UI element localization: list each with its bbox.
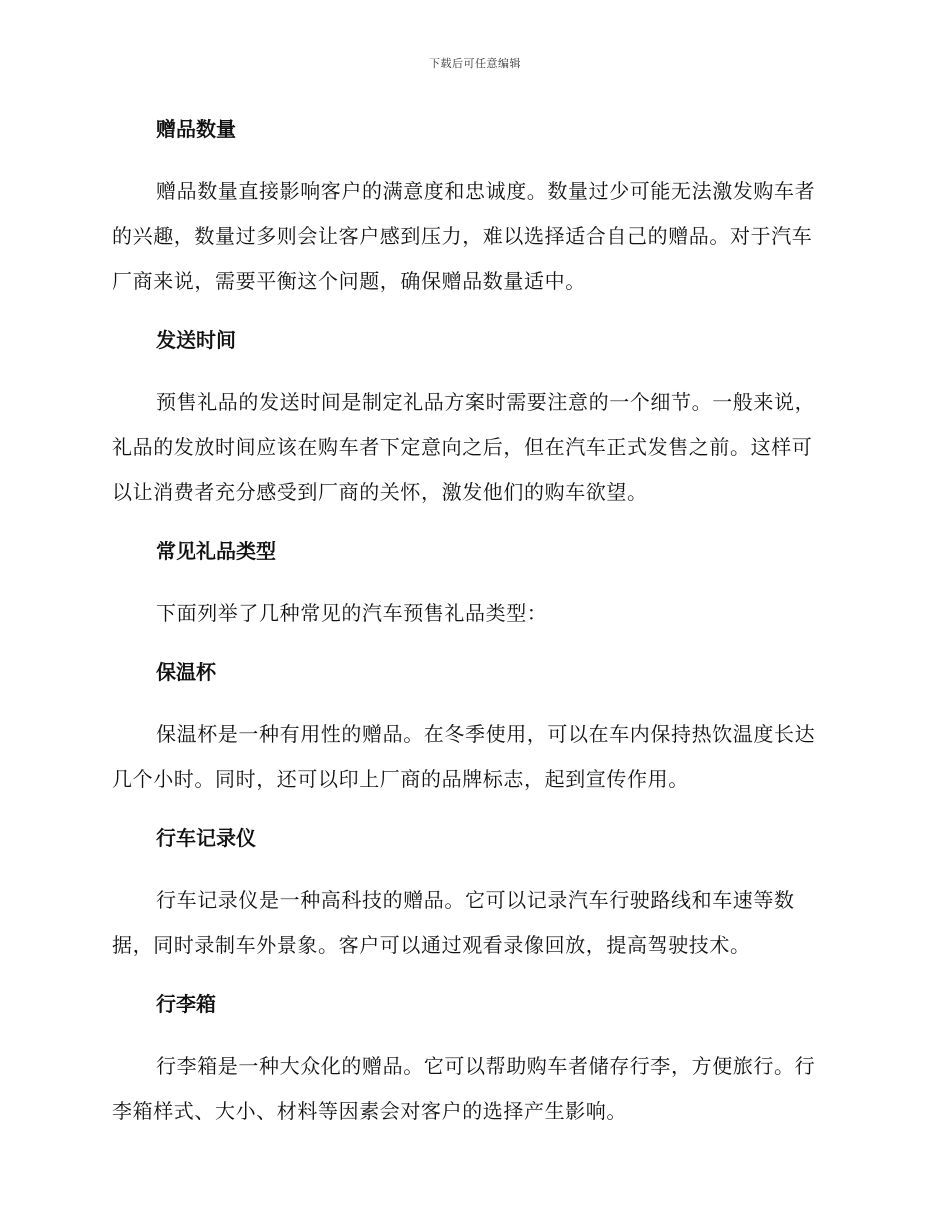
section-paragraph: 赠品数量直接影响客户的满意度和忠诚度。数量过少可能无法激发购车者的兴趣，数量过多则会让客户感到压力，难以选择适合自己的赠品。对于汽车厂商来说，需要平衡这个问题，确保赠品数量适中。: [112, 179, 816, 293]
section-luggage: [112, 987, 832, 1134]
section-heading: 保温杯: [156, 660, 216, 684]
section-paragraph: 保温杯是一种有用性的赠品。在冬季使用，可以在车内保持热饮温度长达几个小时。同时，还可以印上厂商的品牌标志，起到宣传作用。: [112, 722, 816, 791]
section-dash-cam: [112, 821, 832, 987]
section-paragraph: 下面列举了几种常见的汽车预售礼品类型：: [156, 601, 548, 625]
section-gift-quantity: [112, 112, 832, 323]
section-heading: 赠品数量: [156, 117, 236, 141]
section-paragraph: 行李箱是一种大众化的赠品。它可以帮助购车者储存行李，方便旅行。行李箱样式、大小、材料等因素会对客户的选择产生影响。: [112, 1054, 816, 1123]
section-heading: 常见礼品类型: [156, 539, 276, 563]
section-paragraph: 预售礼品的发送时间是制定礼品方案时需要注意的一个细节。一般来说，礼品的发放时间应该在购车者下定意向之后，但在汽车正式发售之前。这样可以让消费者充分感受到厂商的关怀，激发他们的购车欲望。: [112, 390, 816, 504]
section-send-time: [112, 323, 832, 534]
section-heading: 发送时间: [156, 328, 236, 352]
section-common-gift-types: [112, 534, 832, 655]
document-content: [112, 112, 832, 1134]
section-heading: 行李箱: [156, 992, 216, 1016]
section-thermos-cup: [112, 655, 832, 821]
page-header: 下载后可任意编辑: [429, 57, 521, 70]
section-paragraph: 行车记录仪是一种高科技的赠品。它可以记录汽车行驶路线和车速等数据，同时录制车外景象。客户可以通过观看录像回放，提高驾驶技术。: [112, 888, 795, 957]
section-heading: 行车记录仪: [156, 826, 256, 850]
